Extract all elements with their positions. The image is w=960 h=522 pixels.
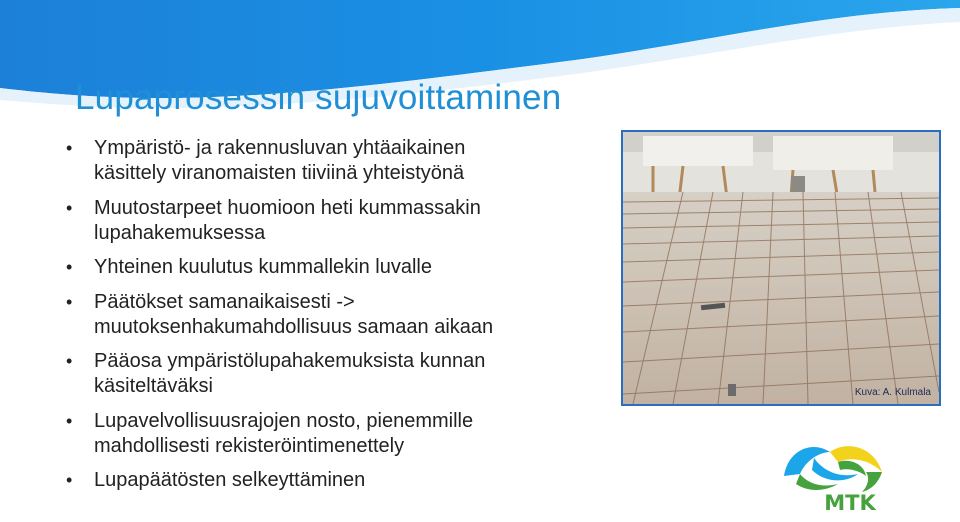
list-item: • Lupavelvollisuusrajojen nosto, pienemmille mahdollisesti rekisteröintimenettely: [66, 409, 474, 457]
bullet-icon: •: [66, 291, 73, 312]
photo-credit: Kuva: A. Kulmala: [854, 387, 931, 398]
list-item: • Lupapäätösten selkeyttäminen: [66, 469, 366, 491]
list-item: • Ympäristö- ja rakennusluvan yhtäaikainen käsittely viranomaisten tiiviinä yhteistyönä: [66, 137, 466, 184]
bullet-icon: •: [66, 257, 73, 277]
list-item: • Pääosa ympäristölupahakemuksista kunnan käsiteltäväksi: [66, 350, 486, 397]
bullet-icon: •: [66, 470, 73, 490]
logo-text: MTK: [824, 491, 876, 515]
construction-illustration: [623, 132, 939, 404]
list-item: • Muutostarpeet huomioon heti kummassakin lupahakemuksessa: [66, 196, 481, 244]
list-item: • Päätökset samanaikaisesti -> muutoksenhakumahdollisuus samaan aikaan: [66, 290, 494, 338]
bullet-icon: •: [66, 138, 73, 158]
page-title: Lupaprosessin sujuvoittaminen: [75, 78, 562, 117]
bullet-icon: •: [66, 410, 73, 431]
list-item: • Yhteinen kuulutus kummallekin luvalle: [66, 256, 432, 278]
bullet-icon: •: [66, 197, 73, 218]
bullet-list: [66, 136, 606, 503]
construction-photo: [621, 130, 941, 406]
bullet-icon: •: [66, 351, 73, 371]
